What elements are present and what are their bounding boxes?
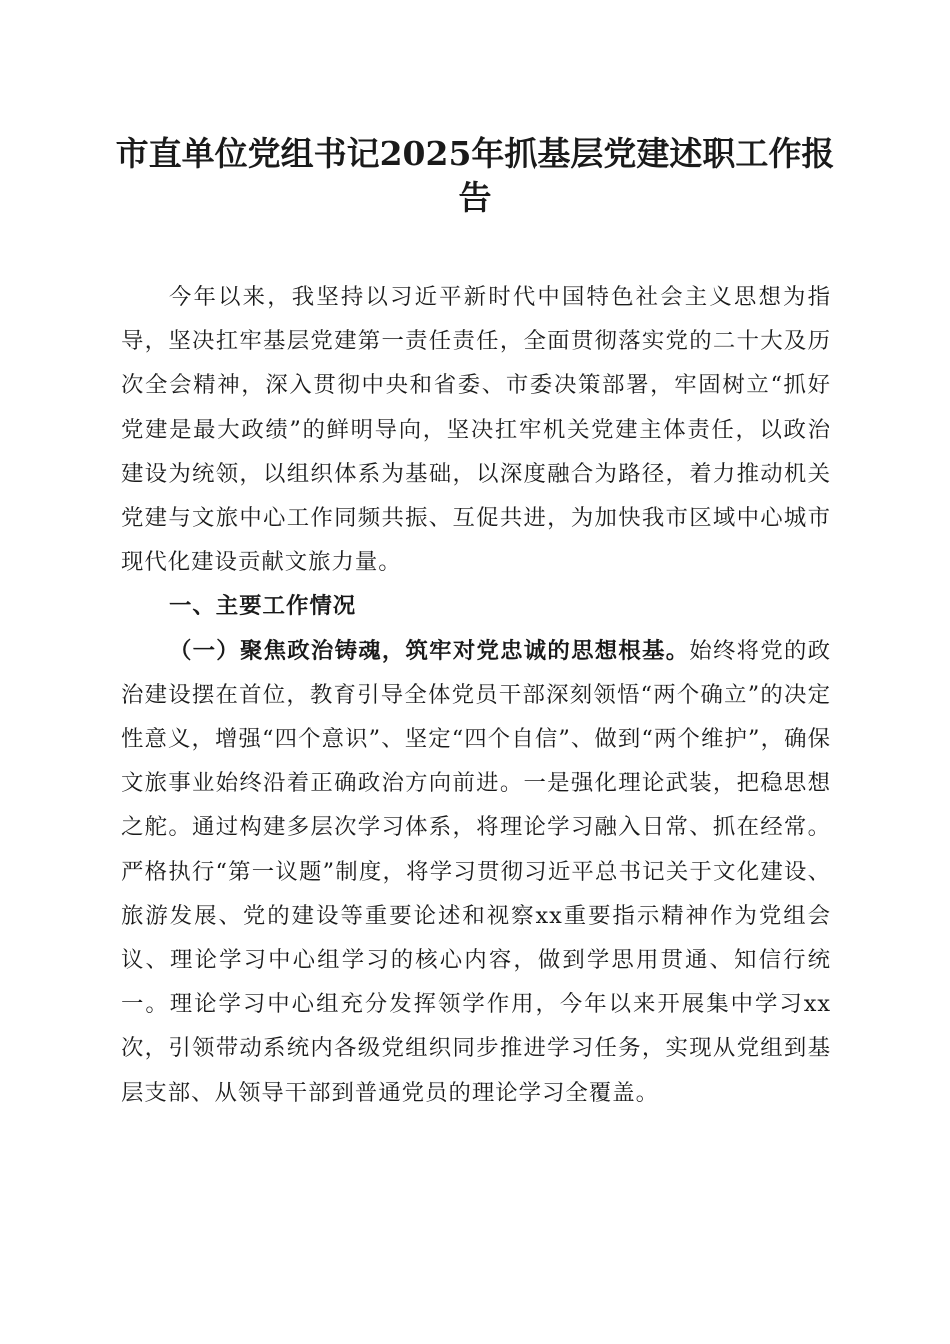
document-body <box>121 275 831 1115</box>
subsection-body: 始终将党的政治建设摆在首位，教育引导全体党员干部深刻领悟“两个确立”的决定性意义，增强“四个意识”、坚定“四个自信”、做到“两个维护”，确保文旅事业始终沿着正确政治方向前进。一是强化理论武装，把稳思想之舵。通过构建多层次学习体系，将理论学习融入日常、抓在经常。严格执行“第一议题”制度，将学习贯彻习近平总书记关于文化建设、旅游发展、党的建设等重要论述和视察xx重要指示精神作为党组会议、理论学习中心组学习的核心内容，做到学思用贯通、知信行统一。理论学习中心组充分发挥领学作用，今年以来开展集中学习xx次，引领带动系统内各级党组织同步推进学习任务，实现从党组到基层支部、从领导干部到普通党员的理论学习全覆盖。 <box>121 637 832 1106</box>
subsection-lead: （一）聚焦政治铸魂，筑牢对党忠诚的思想根基。 <box>169 637 690 664</box>
subsection-paragraph <box>121 629 831 1115</box>
intro-paragraph: 今年以来，我坚持以习近平新时代中国特色社会主义思想为指导，坚决扛牢基层党建第一责任责任，全面贯彻落实党的二十大及历次全会精神，深入贯彻中央和省委、市委决策部署，牢固树立“抓好党建是最大政绩”的鲜明导向，坚决扛牢机关党建主体责任，以政治建设为统领，以组织体系为基础，以深度融合为路径，着力推动机关党建与文旅中心工作同频共振、互促共进，为加快我市区域中心城市现代化建设贡献文旅力量。 <box>121 284 831 576</box>
document-title: 市直单位党组书记2025年抓基层党建述职工作报告 <box>115 134 835 217</box>
section-heading: 一、主要工作情况 <box>169 593 357 620</box>
